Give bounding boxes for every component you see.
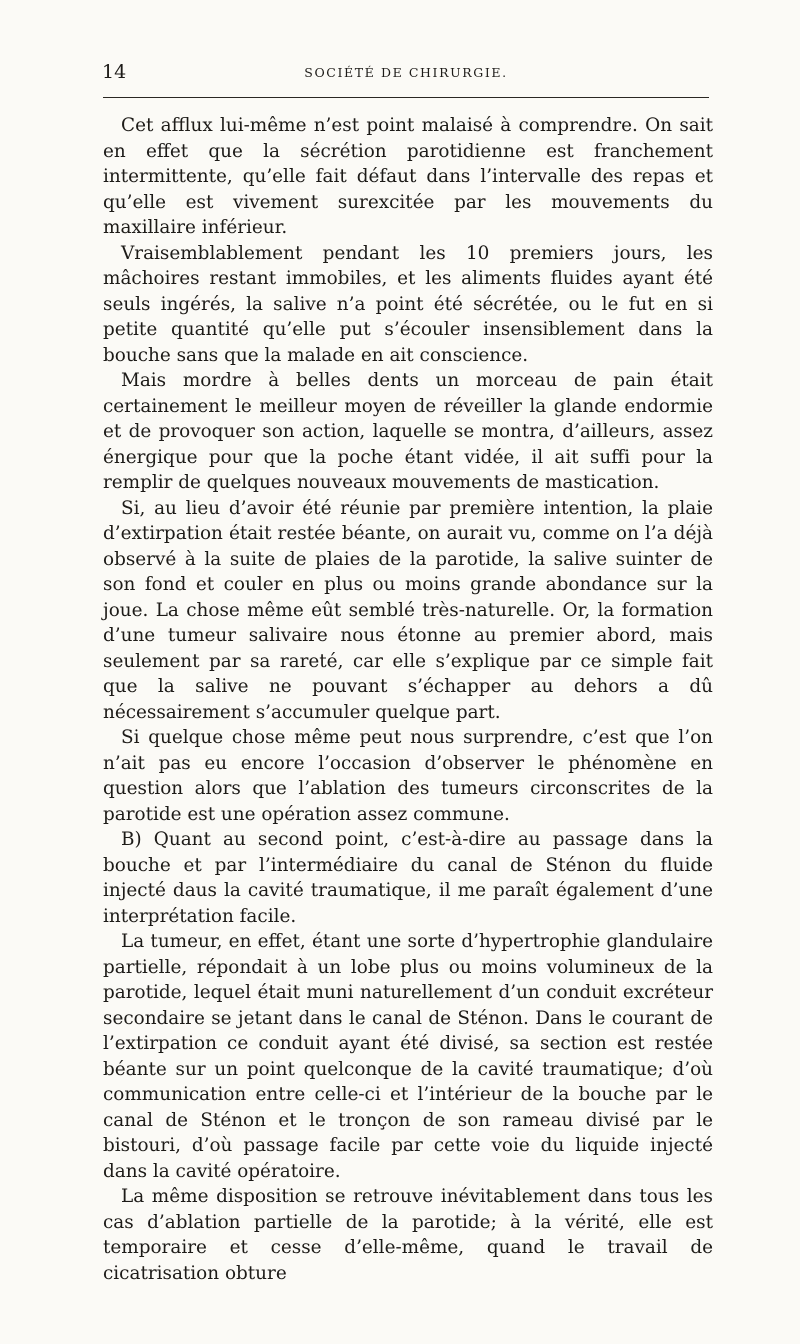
- running-head: SOCIÉTÉ DE CHIRURGIE.: [304, 65, 508, 80]
- header-rule: [103, 97, 709, 98]
- paragraph: Vraisemblablement pendant les 10 premiers jours, les mâchoires restant immobiles, et les aliments fluides ayant été seuls ingérés, la salive n’a point été sécrétée, ou le fut en si petite quantité qu’elle put s’écouler insensiblement dans la bouche sans que la malade en ait conscience.: [103, 242, 713, 366]
- paragraph: Si, au lieu d’avoir été réunie par première intention, la plaie d’extirpation était restée béante, on aurait vu, comme on l’a déjà observé à la suite de plaies de la parotide, la salive suinter de son fond et couler en plus ou moins grande abondance sur la joue. La chose même eût semblé très-naturelle. Or, la formation d’une tumeur salivaire nous étonne au premier abord, mais seulement par sa rareté, car elle s’explique par ce simple fait que la salive ne pouvant s’échapper au dehors a dû nécessairement s’accumuler quelque part.: [103, 497, 713, 723]
- paragraph: La tumeur, en effet, étant une sorte d’hypertrophie glandulaire partielle, répondait à un lobe plus ou moins volumineux de la parotide, lequel était muni naturellement d’un conduit excréteur secondaire se jetant dans le canal de Sténon. Dans le courant de l’extirpation ce conduit ayant été divisé, sa section est restée béante sur un point quelconque de la cavité traumatique; d’où communication entre celle-ci et l’intérieur de la bouche par le canal de Sténon et le tronçon de son rameau divisé par le bistouri, d’où passage facile par cette voie du liquide injecté dans la cavité opératoire.: [103, 931, 713, 1182]
- paragraph: Cet afflux lui-même n’est point malaisé à comprendre. On sait en effet que la sécrétion parotidienne est franchement intermittente, qu’elle fait défaut dans l’intervalle des repas et qu’elle est vivement surexcitée par les mouvements du maxillaire inférieur.: [103, 115, 713, 238]
- page-header: [102, 60, 710, 84]
- paragraph: Si quelque chose même peut nous surprendre, c’est que l’on n’ait pas eu encore l’occasion d’observer le phénomène en question alors que l’ablation des tumeurs circonscrites de la parotide est une opération assez commune.: [103, 727, 713, 825]
- page-number: 14: [102, 61, 127, 83]
- paragraph: La même disposition se retrouve inévitablement dans tous les cas d’ablation partielle de la parotide; à la vérité, elle est temporaire et cesse d’elle-même, quand le travail de cicatrisation obture: [103, 1186, 713, 1284]
- paragraph: B) Quant au second point, c’est-à-dire au passage dans la bouche et par l’intermédiaire du canal de Sténon du fluide injecté daus la cavité traumatique, il me paraît également d’une interprétation facile.: [103, 829, 713, 927]
- paragraph: Mais mordre à belles dents un morceau de pain était certainement le meilleur moyen de réveiller la glande endormie et de provoquer son action, laquelle se montra, d’ailleurs, assez énergique pour que la poche étant vidée, il ait suffi pour la remplir de quelques nouveaux mouvements de mastication.: [103, 370, 713, 493]
- body-text: [103, 113, 713, 1286]
